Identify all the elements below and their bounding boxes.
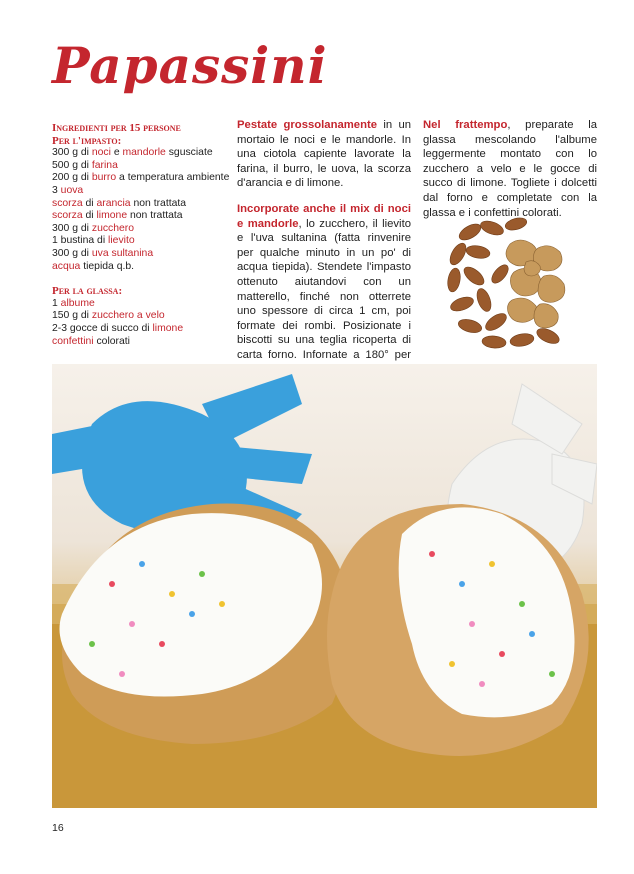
glaze-ingredient-hl: confettini bbox=[52, 335, 94, 347]
dough-ingredient-pre: 1 bustina di bbox=[52, 235, 109, 247]
dough-ingredient-hl2: mandorle bbox=[122, 147, 166, 159]
dough-header: Per l'impasto: bbox=[52, 134, 122, 147]
glaze-ingredient-pre: 2-3 gocce di succo di bbox=[52, 322, 153, 334]
glaze-ingredient bbox=[52, 310, 232, 323]
glaze-ingredient-hl: limone bbox=[152, 322, 184, 334]
step-2-text: , lo zucchero, il lievito e l'uva sultanina (fatta rinvenire per qualche minuto in un po' di acqua tiepida). Stendete l'impasto ottenuto aiutandovi con un matterello, finché non otterrete uno spessore di circa 1 cm, poi formate dei rombi. Posizionate i biscotti su una teglia ricoperta di carta forno. Infornate a 180° per 20 minuti circa. bbox=[237, 217, 411, 376]
papassini-photo bbox=[52, 364, 597, 808]
step-3-lead: Nel frattempo bbox=[423, 119, 508, 131]
dough-ingredient-pre: 300 g di bbox=[52, 247, 92, 259]
dough-ingredient-hl2: arancia bbox=[96, 197, 131, 209]
dough-ingredient bbox=[52, 235, 232, 248]
dough-ingredient-hl: scorza bbox=[52, 197, 83, 209]
dough-ingredient-post: non trattata bbox=[130, 197, 187, 209]
dough-ingredient bbox=[52, 261, 232, 274]
nuts-image bbox=[440, 214, 582, 354]
step-1-lead: Pestate grossolanamente bbox=[237, 119, 378, 131]
dough-ingredient-hl: farina bbox=[91, 159, 118, 171]
dough-ingredient-post: non trattata bbox=[127, 210, 183, 222]
dough-ingredient bbox=[52, 198, 232, 211]
dough-ingredient-hl: lievito bbox=[108, 235, 135, 247]
glaze-ingredient-pre: 1 bbox=[52, 297, 61, 309]
dough-ingredient-hl2: limone bbox=[96, 210, 128, 222]
glaze-ingredient-post: colorati bbox=[93, 335, 130, 347]
dough-ingredient-hl: burro bbox=[91, 172, 117, 184]
dough-ingredient-hl: zucchero bbox=[91, 222, 135, 234]
dough-ingredient-pre: 200 g di bbox=[52, 172, 92, 184]
dough-ingredient bbox=[52, 248, 232, 261]
dough-ingredient-mid: e bbox=[110, 147, 123, 159]
ingredients-header: Ingredienti per 15 persone bbox=[52, 122, 181, 134]
dough-ingredient-post: a temperatura ambiente bbox=[116, 172, 230, 184]
dough-ingredient-hl: acqua bbox=[52, 260, 81, 272]
dough-ingredient-pre: 300 g di bbox=[52, 147, 92, 159]
step-1-text: in un mortaio le noci e le mandorle. In una ciotola capiente lavorate la farina, il burro, le uova, la scorza d'arancia e di limone. bbox=[237, 119, 412, 190]
glaze-ingredient bbox=[52, 298, 232, 311]
dough-ingredient-pre: 3 bbox=[52, 184, 61, 196]
step-3-text: , preparate la glassa mescolando l'albume leggermente montato con lo zucchero a velo e le gocce di succo di limone. Togliete i dolcetti dal forno e completate con la glassa e i confettini colorati. bbox=[423, 119, 598, 219]
dough-ingredient bbox=[52, 185, 232, 198]
dough-ingredients bbox=[52, 147, 232, 273]
step-2-lead: Incorporate anche il mix di noci e mandorle bbox=[237, 202, 411, 230]
glaze-ingredient-pre: 150 g di bbox=[52, 310, 92, 322]
glaze-ingredient bbox=[52, 323, 232, 336]
ingredients-list bbox=[52, 122, 232, 348]
dough-ingredient-hl: noci bbox=[91, 147, 111, 159]
dough-ingredient-pre: 300 g di bbox=[52, 222, 92, 234]
walnuts bbox=[506, 240, 565, 328]
dough-ingredient-post: sgusciate bbox=[165, 147, 213, 159]
step-3 bbox=[423, 118, 597, 220]
dough-ingredient bbox=[52, 172, 232, 185]
dough-ingredient-hl: uova bbox=[60, 184, 84, 196]
page-number: 16 bbox=[52, 822, 64, 834]
method-column-1 bbox=[237, 118, 411, 388]
glaze-header: Per la glassa: bbox=[52, 285, 123, 298]
step-2 bbox=[237, 202, 411, 377]
dough-ingredient-pre: 500 g di bbox=[52, 159, 92, 171]
step-1 bbox=[237, 118, 411, 191]
dough-ingredient bbox=[52, 210, 232, 223]
recipe-title: Papassini bbox=[52, 36, 328, 95]
dough-ingredient-mid: di bbox=[82, 197, 97, 209]
glaze-ingredient-hl: albume bbox=[60, 297, 95, 309]
dough-ingredient bbox=[52, 160, 232, 173]
glaze-ingredient-hl: zucchero a velo bbox=[91, 310, 165, 322]
dough-ingredient bbox=[52, 147, 232, 160]
glaze-ingredients bbox=[52, 298, 232, 348]
dough-ingredient-hl: uva sultanina bbox=[91, 247, 154, 259]
dough-ingredient-hl: scorza bbox=[52, 210, 83, 222]
glaze-ingredient bbox=[52, 336, 232, 349]
dough-ingredient bbox=[52, 223, 232, 236]
cookie-left bbox=[60, 504, 351, 744]
dough-ingredient-post: tiepida q.b. bbox=[80, 260, 135, 272]
dough-ingredient-mid: di bbox=[82, 210, 97, 222]
